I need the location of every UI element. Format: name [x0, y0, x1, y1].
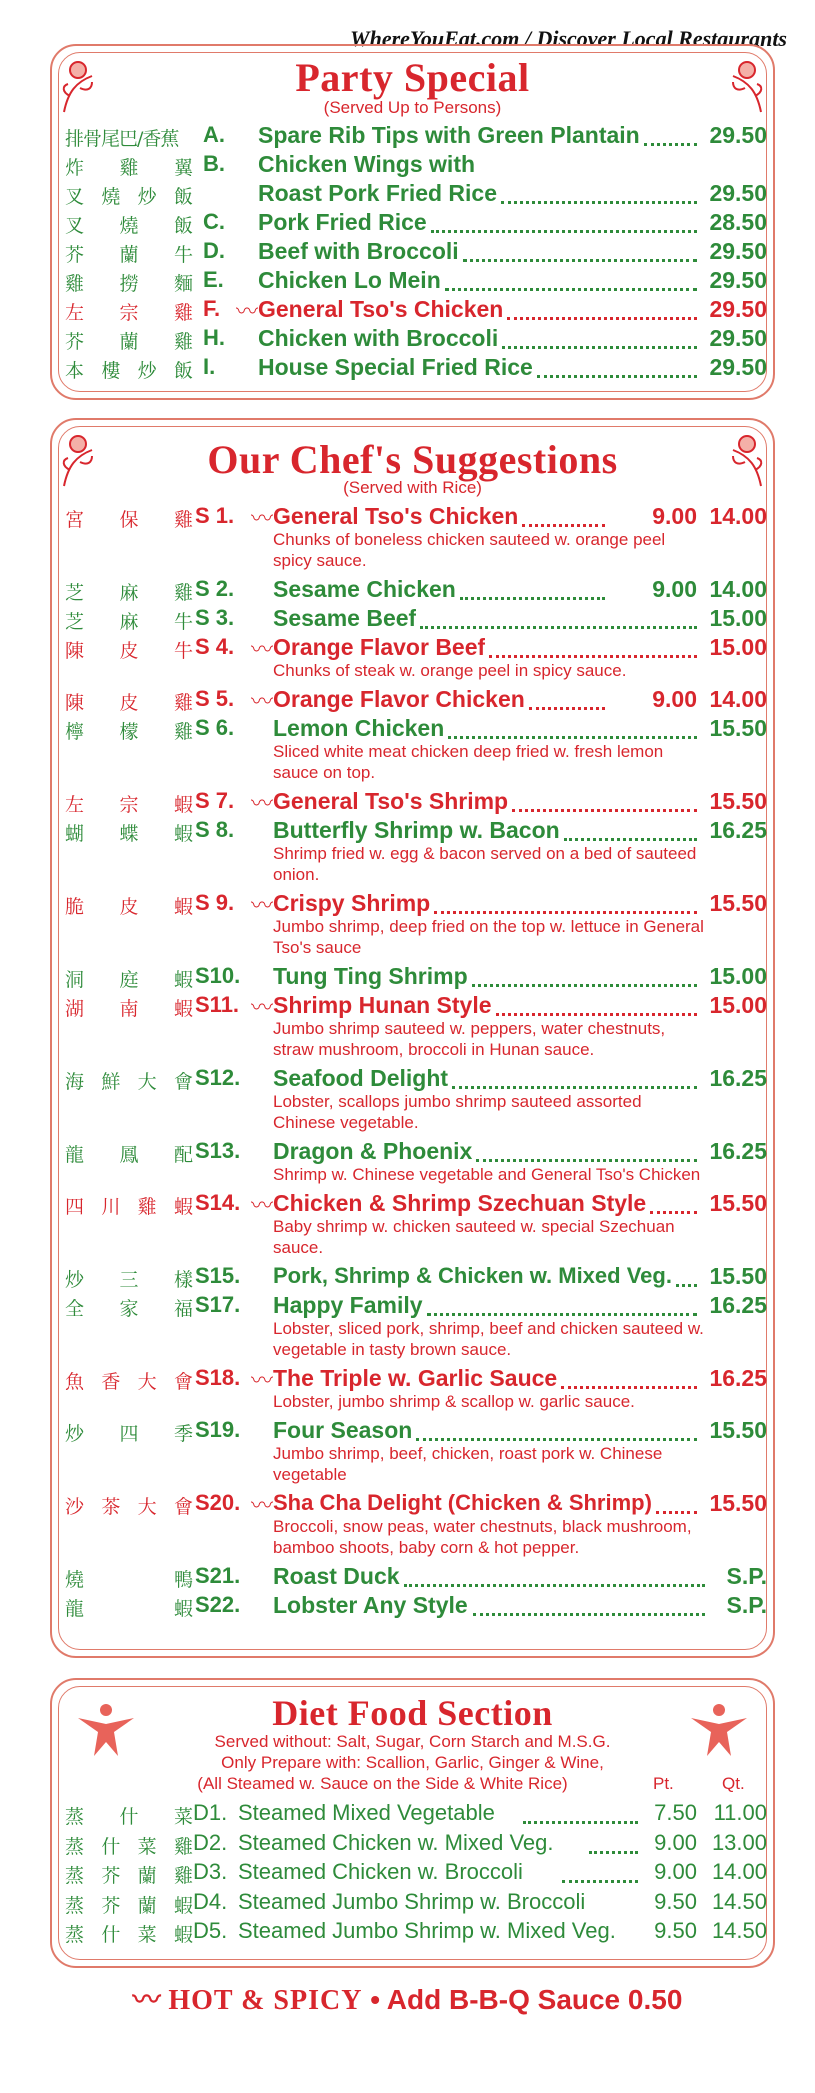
item-description: Chinese vegetable.	[273, 1113, 419, 1132]
item-code: D4.	[193, 1888, 228, 1914]
chinese-name: 芥 蘭 雞	[65, 331, 193, 353]
menu-item	[65, 503, 767, 531]
chinese-name: 蒸 什 菜 雞	[65, 1835, 193, 1858]
item-name: Beef with Broccoli	[258, 238, 459, 264]
item-description: bamboo shoots, baby corn & hot pepper.	[273, 1538, 580, 1557]
item-name: The Triple w. Garlic Sauce	[273, 1365, 558, 1391]
section-title: Party Special	[295, 55, 530, 100]
price-pint: 9.50	[654, 1888, 697, 1914]
price-pint: 9.50	[654, 1918, 697, 1943]
item-description: Shrimp fried w. egg & bacon served on a bed of sauteed	[273, 844, 697, 863]
chinese-name: 陳 皮 雞	[65, 692, 193, 714]
menu-item	[65, 634, 767, 662]
bbq-sauce-note: Add B-B-Q Sauce 0.50	[386, 1984, 683, 2015]
chinese-name: 炒 三 樣	[65, 1269, 193, 1291]
item-name: Chicken Wings with	[258, 151, 476, 177]
item-price: 29.50	[709, 122, 767, 148]
item-price: 29.50	[709, 296, 767, 322]
chinese-name: 燒 鴨	[65, 1569, 193, 1591]
item-price: 29.50	[709, 238, 767, 264]
menu-item	[65, 1065, 767, 1093]
item-name: Orange Flavor Beef	[273, 634, 486, 660]
chinese-name: 龍 鳳 配	[65, 1144, 193, 1166]
menu-item	[65, 1918, 767, 1946]
menu-item	[65, 122, 767, 150]
item-name: Pork Fried Rice	[258, 209, 427, 235]
item-name: Sesame Chicken	[273, 576, 456, 602]
item-code: D1.	[193, 1800, 228, 1825]
watermark: WhereYouEat.com / Discover Local Restaurants	[350, 26, 787, 51]
diet-note-1: Served without: Salt, Sugar, Corn Starch and M.S.G.	[214, 1732, 611, 1751]
item-code: S21.	[195, 1563, 241, 1588]
item-code: E.	[203, 267, 224, 292]
item-name: Chicken Lo Mein	[258, 267, 441, 293]
price-quart: 14.50	[711, 1918, 767, 1943]
hot-pepper-icon: 〰	[251, 506, 274, 531]
price-quart: 13.00	[711, 1829, 767, 1855]
price-quart: 15.50	[709, 1190, 767, 1216]
price-pint: 7.50	[654, 1800, 697, 1825]
chinese-name: 蒸 什 菜 蝦	[65, 1924, 193, 1946]
hot-pepper-icon: 〰	[251, 637, 274, 662]
footer-separator: •	[370, 1984, 381, 2015]
price-quart: 16.25	[709, 1065, 767, 1091]
dot-leader	[589, 1825, 638, 1854]
menu-item	[65, 817, 767, 845]
dot-leader	[501, 175, 697, 204]
item-code: S17.	[195, 1292, 241, 1317]
item-price: 29.50	[709, 267, 767, 293]
dot-leader	[656, 1485, 697, 1514]
item-name: Steamed Jumbo Shrimp w. Broccoli	[238, 1888, 586, 1914]
item-name: Steamed Jumbo Shrimp w. Mixed Veg.	[238, 1918, 616, 1943]
chinese-name: 左 宗 蝦	[65, 794, 193, 816]
hot-pepper-icon: 〰	[251, 791, 274, 816]
item-code: F.	[203, 296, 221, 321]
item-code: S 9.	[195, 890, 235, 915]
price-quart: S.P.	[726, 1592, 767, 1618]
chinese-name: 蒸 什 菜	[65, 1806, 193, 1828]
chinese-name: 沙 茶 大 會	[65, 1496, 193, 1518]
item-description: Jumbo shrimp, deep fried on the top w. lettuce in General	[273, 917, 704, 936]
item-description: Lobster, scallops jumbo shrimp sauteed assorted	[273, 1092, 642, 1111]
chinese-name: 脆 皮 蝦	[65, 896, 193, 918]
dot-leader	[561, 1360, 697, 1389]
dot-leader	[427, 1287, 697, 1316]
item-code: S 2.	[195, 576, 235, 601]
chinese-name: 洞 庭 蝦	[65, 969, 193, 991]
item-description: Chunks of steak w. orange peel in spicy sauce.	[273, 661, 627, 680]
menu-item	[65, 1365, 767, 1393]
item-name: House Special Fried Rice	[258, 354, 533, 380]
item-description: Chunks of boneless chicken sauteed w. orange peel	[273, 530, 666, 549]
chinese-name: 全 家 福	[65, 1298, 193, 1320]
dot-leader	[650, 1185, 697, 1214]
chinese-name: 蒸 芥 蘭 蝦	[65, 1894, 193, 1917]
item-code: D3.	[193, 1859, 228, 1884]
dot-leader	[476, 1133, 697, 1162]
dot-leader	[445, 262, 697, 291]
price-quart: 15.50	[709, 1490, 767, 1516]
price-quart: 16.25	[709, 1365, 767, 1391]
item-name: General Tso's Chicken	[258, 296, 504, 322]
price-pint: 9.00	[652, 686, 697, 712]
chinese-name: 左 宗 雞	[65, 302, 193, 324]
chinese-name: 芝 麻 雞	[65, 582, 193, 604]
menu-item	[65, 1138, 767, 1166]
item-description: sauce.	[273, 1238, 324, 1257]
hot-pepper-icon: 〰	[251, 1493, 274, 1518]
item-name: Chicken & Shrimp Szechuan Style	[273, 1190, 647, 1216]
chinese-name: 雞 撈 麵	[65, 273, 193, 295]
chinese-name: 檸 檬 雞	[65, 721, 193, 743]
item-description: spicy sauce.	[273, 551, 367, 570]
item-price: 29.50	[709, 180, 767, 206]
price-pint: 9.00	[654, 1829, 697, 1855]
item-code: S19.	[195, 1417, 241, 1442]
dot-leader	[448, 710, 697, 739]
item-code: A.	[203, 122, 225, 147]
dot-leader	[452, 1060, 697, 1089]
item-name: Dragon & Phoenix	[273, 1138, 473, 1164]
price-quart: 15.00	[709, 605, 767, 631]
section-title: Our Chef's Suggestions	[207, 437, 618, 482]
price-quart: 15.50	[709, 890, 767, 916]
menu-item	[65, 1292, 767, 1320]
item-code: D5.	[193, 1918, 228, 1943]
dot-leader	[502, 320, 697, 349]
item-description: Broccoli, snow peas, water chestnuts, black mushroom,	[273, 1517, 692, 1536]
price-quart: 14.00	[709, 576, 767, 602]
item-code: S 4.	[195, 634, 235, 659]
price-quart: 15.50	[709, 1263, 767, 1289]
chinese-name: 炸 雞 翼	[65, 157, 193, 179]
item-code: C.	[203, 209, 225, 234]
item-name: General Tso's Shrimp	[273, 788, 509, 814]
dot-leader	[489, 629, 697, 658]
menu-item	[65, 1830, 767, 1858]
hot-pepper-icon: 〰	[251, 689, 274, 714]
chinese-name: 宮 保 雞	[65, 509, 193, 531]
item-price: 29.50	[709, 325, 767, 351]
item-code: S 5.	[195, 686, 235, 711]
item-name: Roast Pork Fried Rice	[258, 180, 498, 206]
chinese-name: 魚 香 大 會	[65, 1371, 193, 1393]
item-description: Sliced white meat chicken deep fried w. fresh lemon	[273, 742, 664, 761]
dot-leader	[463, 233, 697, 262]
item-code: S18.	[195, 1365, 241, 1390]
item-name: Chicken with Broccoli	[258, 325, 499, 351]
dot-leader	[529, 681, 605, 710]
menu-item	[65, 1800, 767, 1828]
dot-leader	[507, 291, 697, 320]
item-code: S 1.	[195, 503, 235, 528]
chinese-name: 本 樓 炒 飯	[65, 360, 193, 382]
chinese-name: 湖 南 蝦	[65, 998, 193, 1020]
chinese-name: 叉 燒 炒 飯	[65, 186, 193, 208]
chinese-name: 芝 麻 牛	[65, 611, 193, 633]
price-quart: 14.00	[709, 503, 767, 529]
menu-item	[65, 1190, 767, 1218]
item-name: Steamed Mixed Vegetable	[238, 1800, 495, 1825]
item-price: 29.50	[709, 354, 767, 380]
price-quart: 15.00	[709, 634, 767, 660]
item-code: S 8.	[195, 817, 235, 842]
price-quart: 15.00	[709, 963, 767, 989]
item-name: Lemon Chicken	[273, 715, 445, 741]
price-quart: 16.25	[709, 1138, 767, 1164]
hot-pepper-icon: 〰	[132, 1984, 161, 2015]
dot-leader	[431, 204, 697, 233]
item-code: S 3.	[195, 605, 235, 630]
dot-leader	[404, 1558, 705, 1587]
menu-item	[65, 354, 767, 382]
item-description: Shrimp w. Chinese vegetable and General Tso's Chicken	[273, 1165, 701, 1184]
item-name: Sesame Beef	[273, 605, 417, 631]
chinese-name: 炒 四 季	[65, 1423, 193, 1445]
item-description: Lobster, sliced pork, shrimp, beef and chicken sauteed w.	[273, 1319, 704, 1338]
item-name: Steamed Chicken w. Broccoli	[238, 1859, 523, 1884]
section-subtitle: (Served Up to Persons)	[323, 98, 502, 117]
hot-spicy-label: HOT & SPICY	[168, 1985, 363, 2016]
price-quart: 11.00	[713, 1800, 767, 1825]
item-name: Happy Family	[273, 1292, 423, 1318]
chinese-name: 海 鮮 大 會	[65, 1071, 193, 1093]
hot-spicy-footer	[0, 1978, 815, 2018]
item-name: Seafood Delight	[273, 1065, 449, 1091]
item-description: Tso's sauce	[273, 938, 362, 957]
chinese-name: 排骨尾巴/香蕉	[65, 128, 179, 150]
price-quart: 14.00	[711, 1859, 767, 1884]
menu-item	[65, 1889, 767, 1917]
dot-leader	[416, 1412, 697, 1441]
diet-note-2: Only Prepare with: Scallion, Garlic, Ginger & Wine,	[221, 1753, 604, 1772]
dot-leader	[676, 1258, 697, 1287]
item-description: Lobster, jumbo shrimp & scallop w. garlic sauce.	[273, 1392, 635, 1411]
menu-item	[65, 715, 767, 743]
section-title: Diet Food Section	[272, 1693, 553, 1733]
price-quart: 15.50	[709, 1417, 767, 1443]
item-description: Jumbo shrimp sauteed w. peppers, water chestnuts,	[273, 1019, 666, 1038]
item-name: Sha Cha Delight (Chicken & Shrimp)	[273, 1490, 652, 1515]
dot-leader	[472, 958, 697, 987]
item-name: Butterfly Shrimp w. Bacon	[273, 817, 560, 843]
item-code: I.	[203, 354, 216, 379]
diet-note-3: (All Steamed w. Sauce on the Side & White Rice)	[197, 1774, 568, 1793]
dot-leader	[420, 600, 697, 629]
menu-item	[65, 1417, 767, 1445]
item-code: D2.	[193, 1829, 228, 1855]
item-code: S14.	[195, 1190, 241, 1215]
item-description: straw mushroom, broccoli in Hunan sauce.	[273, 1040, 595, 1059]
dot-leader	[644, 117, 697, 146]
item-description: Jumbo shrimp, beef, chicken, roast pork w. Chinese	[273, 1444, 663, 1463]
item-name: Shrimp Hunan Style	[273, 992, 492, 1018]
item-description: Baby shrimp w. chicken sauteed w. special Szechuan	[273, 1217, 675, 1236]
dot-leader	[562, 1854, 638, 1883]
chinese-name: 龍 蝦	[65, 1598, 193, 1620]
item-description: sauce on top.	[273, 763, 376, 782]
chinese-name: 陳 皮 牛	[65, 640, 193, 662]
item-code: S22.	[195, 1592, 241, 1617]
item-name: Tung Ting Shrimp	[273, 963, 468, 989]
item-name: Lobster Any Style	[273, 1592, 468, 1618]
col-header-qt: Qt.	[722, 1774, 745, 1793]
price-quart: S.P.	[726, 1563, 767, 1589]
menu-item	[65, 1592, 767, 1620]
menu-item	[65, 992, 767, 1020]
price-quart: 14.00	[709, 686, 767, 712]
dot-leader	[512, 783, 697, 812]
item-code: S11.	[195, 992, 240, 1017]
hot-pepper-icon: 〰	[251, 1368, 274, 1393]
item-code: D.	[203, 238, 225, 263]
item-code: S15.	[195, 1263, 241, 1288]
item-name: Roast Duck	[273, 1563, 400, 1589]
chinese-name: 四 川 雞 蝦	[65, 1196, 193, 1218]
chinese-name: 蝴 蝶 蝦	[65, 823, 193, 845]
section-subtitle: (Served with Rice)	[343, 478, 482, 497]
item-name: General Tso's Chicken	[273, 503, 519, 529]
price-pint: 9.00	[652, 503, 697, 529]
chinese-name: 叉 燒 飯	[65, 215, 193, 237]
price-quart: 15.00	[709, 992, 767, 1018]
item-code: S12.	[195, 1065, 241, 1090]
item-price: 28.50	[709, 209, 767, 235]
item-name: Spare Rib Tips with Green Plantain	[258, 122, 640, 148]
hot-pepper-icon: 〰	[251, 1193, 274, 1218]
item-code: B.	[203, 151, 225, 176]
item-code: S13.	[195, 1138, 241, 1163]
dot-leader	[564, 812, 697, 841]
price-pint: 9.00	[654, 1859, 697, 1884]
item-description: vegetable	[273, 1465, 347, 1484]
item-description: onion.	[273, 865, 320, 884]
item-name: Steamed Chicken w. Mixed Veg.	[238, 1829, 554, 1855]
price-quart: 14.50	[711, 1888, 767, 1914]
col-header-pt: Pt.	[653, 1774, 674, 1793]
item-description: vegetable in tasty brown sauce.	[273, 1340, 512, 1359]
dot-leader	[473, 1587, 705, 1616]
menu-item	[65, 1859, 767, 1887]
item-name: Orange Flavor Chicken	[273, 686, 525, 712]
price-pint: 9.00	[652, 576, 697, 602]
item-code: S10.	[195, 963, 241, 988]
hot-pepper-icon: 〰	[251, 893, 274, 918]
price-quart: 16.25	[709, 1292, 767, 1318]
hot-pepper-icon: 〰	[251, 995, 274, 1020]
price-quart: 16.25	[709, 817, 767, 843]
item-name: Crispy Shrimp	[273, 890, 431, 916]
item-code: S 6.	[195, 715, 235, 740]
dot-leader	[537, 349, 697, 378]
item-code: S20.	[195, 1490, 241, 1515]
menu-item	[65, 1490, 767, 1518]
dot-leader	[523, 1795, 638, 1824]
dot-leader	[460, 571, 605, 600]
item-code: H.	[203, 325, 225, 350]
dot-leader	[522, 498, 605, 527]
chinese-name: 蒸 芥 蘭 雞	[65, 1865, 193, 1887]
hot-pepper-icon: 〰	[236, 299, 259, 324]
menu-item	[65, 890, 767, 918]
item-code: S 7.	[195, 788, 235, 813]
dot-leader	[496, 987, 697, 1016]
price-quart: 15.50	[709, 788, 767, 814]
item-name: Pork, Shrimp & Chicken w. Mixed Veg.	[273, 1263, 672, 1288]
item-name: Four Season	[273, 1417, 413, 1443]
price-quart: 15.50	[709, 715, 767, 741]
dot-leader	[434, 885, 697, 914]
chinese-name: 芥 蘭 牛	[65, 244, 193, 266]
